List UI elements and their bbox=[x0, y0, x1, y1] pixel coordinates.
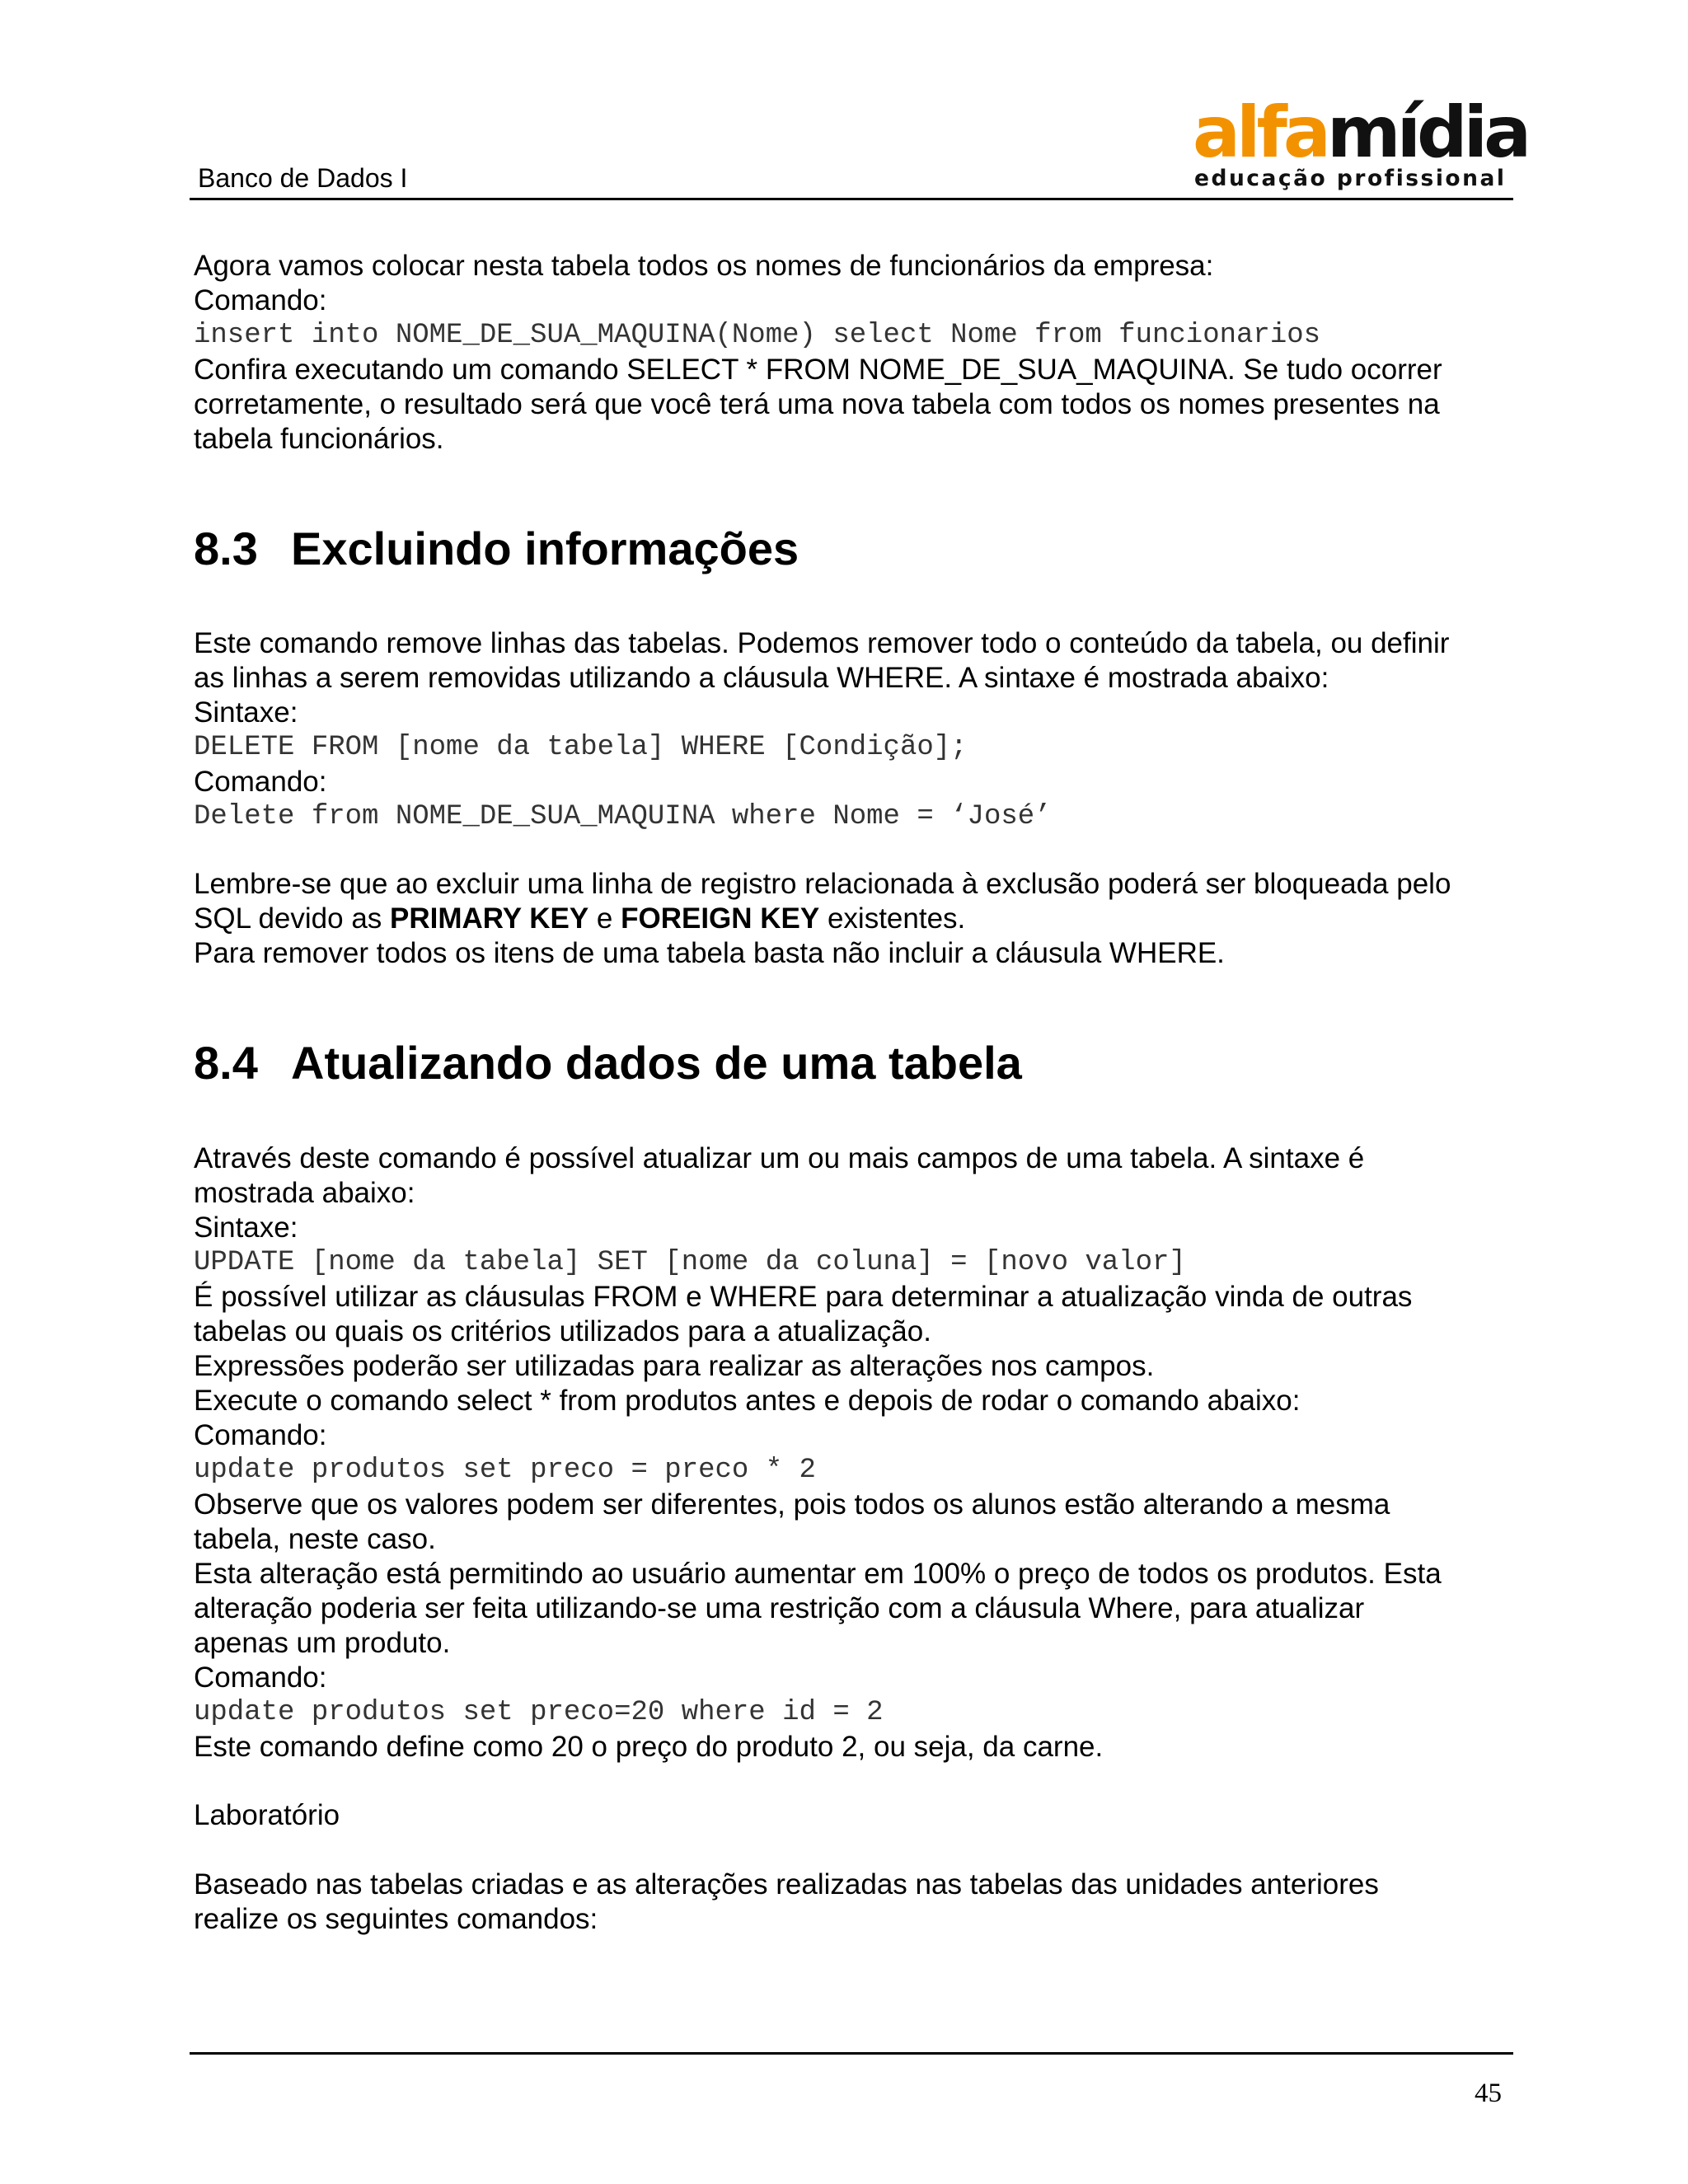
code-line: Delete from NOME_DE_SUA_MAQUINA where Nome = ‘José’ bbox=[194, 801, 1052, 832]
primary-key-term: PRIMARY KEY bbox=[390, 902, 589, 935]
paragraph-line: Para remover todos os itens de uma tabela basta não incluir a cláusula WHERE. bbox=[194, 937, 1225, 969]
paragraph-line: Comando: bbox=[194, 766, 327, 798]
paragraph-line: corretamente, o resultado será que você terá uma nova tabela com todos os nomes presentes na bbox=[194, 388, 1440, 420]
logo-wordmark bbox=[1193, 91, 1528, 174]
code-line: DELETE FROM [nome da tabela] WHERE [Condição]; bbox=[194, 732, 968, 763]
paragraph-line: Sintaxe: bbox=[194, 1212, 298, 1244]
paragraph-line: tabela, neste caso. bbox=[194, 1523, 436, 1555]
code-line: update produtos set preco=20 where id = 2 bbox=[194, 1697, 884, 1728]
code-line: update produtos set preco = preco * 2 bbox=[194, 1455, 816, 1486]
paragraph-line: Lembre-se que ao excluir uma linha de registro relacionada à exclusão poderá ser bloqueada pelo bbox=[194, 868, 1451, 900]
paragraph-line: Esta alteração está permitindo ao usuário aumentar em 100% o preço de todos os produtos. Esta bbox=[194, 1558, 1442, 1590]
paragraph-line: apenas um produto. bbox=[194, 1627, 451, 1659]
lab-title: Laboratório bbox=[194, 1799, 340, 1831]
paragraph-line: Este comando remove linhas das tabelas. Podemos remover todo o conteúdo da tabela, ou definir bbox=[194, 627, 1450, 659]
paragraph-line: tabela funcionários. bbox=[194, 423, 444, 455]
text-span: e bbox=[588, 902, 621, 935]
paragraph-line: Através deste comando é possível atualizar um ou mais campos de uma tabela. A sintaxe é bbox=[194, 1142, 1365, 1174]
logo-wordmark-orange: alfa bbox=[1193, 91, 1327, 174]
text-span: existentes. bbox=[819, 902, 966, 935]
paragraph-line: É possível utilizar as cláusulas FROM e WHERE para determinar a atualização vinda de outras bbox=[194, 1281, 1413, 1313]
paragraph-line bbox=[194, 902, 965, 936]
footer-divider bbox=[190, 2052, 1513, 2055]
paragraph-line: Observe que os valores podem ser diferentes, pois todos os alunos estão alterando a mesma bbox=[194, 1488, 1390, 1521]
paragraph-line: Este comando define como 20 o preço do produto 2, ou seja, da carne. bbox=[194, 1731, 1104, 1763]
page-number: 45 bbox=[1475, 2079, 1502, 2108]
paragraph-line: Comando: bbox=[194, 284, 327, 316]
text-span: SQL devido as bbox=[194, 902, 391, 935]
paragraph-line: alteração poderia ser feita utilizando-se uma restrição com a cláusula Where, para atualizar bbox=[194, 1592, 1365, 1624]
paragraph-line: Confira executando um comando SELECT * FROM NOME_DE_SUA_MAQUINA. Se tudo ocorrer bbox=[194, 354, 1442, 386]
paragraph-line: as linhas a serem removidas utilizando a cláusula WHERE. A sintaxe é mostrada abaixo: bbox=[194, 662, 1329, 694]
paragraph-line: tabelas ou quais os critérios utilizados para a atualização. bbox=[194, 1315, 931, 1347]
paragraph-line: Sintaxe: bbox=[194, 696, 298, 729]
logo-wordmark-black: mídia bbox=[1326, 91, 1528, 174]
paragraph-line: Baseado nas tabelas criadas e as alterações realizadas nas tabelas das unidades anteriores bbox=[194, 1868, 1379, 1900]
section-number: 8.4 bbox=[194, 1037, 258, 1089]
paragraph-line: Agora vamos colocar nesta tabela todos os nomes de funcionários da empresa: bbox=[194, 250, 1214, 282]
paragraph-line: realize os seguintes comandos: bbox=[194, 1903, 598, 1935]
logo-tagline: educação profissional bbox=[1194, 166, 1507, 191]
paragraph-line: Execute o comando select * from produtos antes e depois de rodar o comando abaixo: bbox=[194, 1385, 1301, 1417]
paragraph-line: Comando: bbox=[194, 1661, 327, 1694]
section-heading-8-4 bbox=[194, 1037, 1022, 1090]
paragraph-line: Expressões poderão ser utilizadas para realizar as alterações nos campos. bbox=[194, 1350, 1155, 1382]
code-line: insert into NOME_DE_SUA_MAQUINA(Nome) select Nome from funcionarios bbox=[194, 320, 1321, 351]
section-heading-8-3 bbox=[194, 523, 799, 575]
alfamidia-logo bbox=[1193, 91, 1528, 192]
section-number: 8.3 bbox=[194, 523, 258, 574]
paragraph-line: mostrada abaixo: bbox=[194, 1177, 415, 1209]
document-header-title: Banco de Dados I bbox=[198, 163, 408, 193]
section-title: Atualizando dados de uma tabela bbox=[291, 1037, 1022, 1089]
code-line: UPDATE [nome da tabela] SET [nome da coluna] = [novo valor] bbox=[194, 1247, 1186, 1278]
section-title: Excluindo informações bbox=[291, 523, 799, 574]
paragraph-line: Comando: bbox=[194, 1419, 327, 1451]
header-divider bbox=[190, 198, 1513, 200]
foreign-key-term: FOREIGN KEY bbox=[621, 902, 820, 935]
